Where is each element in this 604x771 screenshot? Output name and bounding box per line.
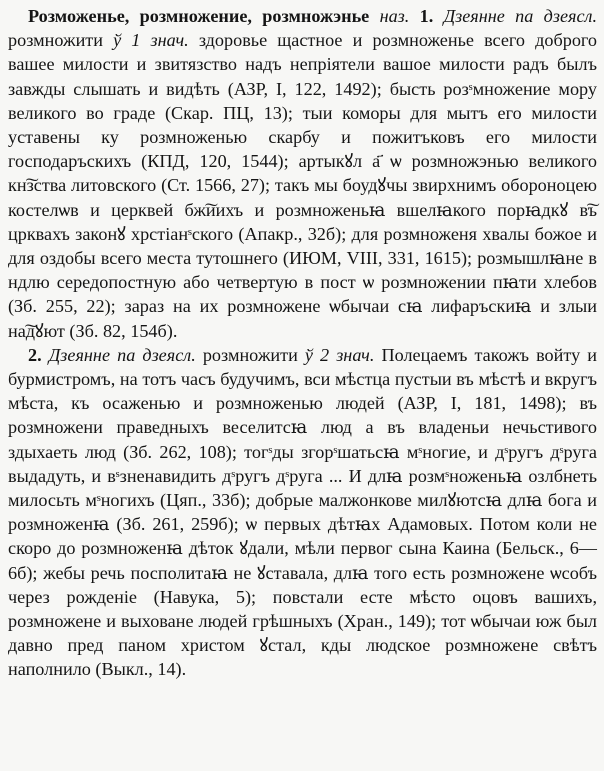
cross-reference-word: розмножити bbox=[202, 344, 298, 365]
cross-reference-word: розмножити bbox=[8, 30, 103, 51]
dictionary-entry-sense-2 bbox=[8, 343, 597, 682]
sense-citations-text: Полецаемъ такожъ войту и бурмистромъ, на тотъ часъ будучимъ, вси мѣстца пустыи въ мѣстѣ и вкругъ мѣста, къ осаженью и розмноженью людей (АЗР, I, 181, 1498); въ розмножени праведныхъ веселитсꙗ люд а въ владеньи нечьстивого здыхаеть люд (Зб. 262, 108); тогˢды згорˢшатьсꙗ мˢногие, и дˢругъ дˢруга выдадуть, и вˢзненавидить дˢругъ дˢруга ... И длꙗ розмˢноженьꙗ озлбнеть милосьть мˢногихъ (Цяп., 33б); добрые малжонкове милꙋютсꙗ длꙗ бога и розмноженꙗ (Зб. 261, 259б); ѡ первых дѣтꙗх Адамовых. Потом коли не скоро до розмноженꙗ дѣток ꙋдали, мѣли первог сына Каина (Бельск., 6—6б); жебы речь посполитаꙗ не ꙋставала, длꙗ того есть розмноженe ѡсобъ через рожденiе (Навука, 5); повстали есте мѣсто оцовъ вашихъ, розмножене и выховане людей грѣшныхъ (Хран., 149); тот ѡбычаи юж был давно пред паном христом ꙋстал, кды людское розмножене свѣтъ наполнило (Выкл., 14). bbox=[8, 344, 597, 680]
sense-citations-text: здоровье щастное и розмноженье всего доброго вашее милости и звитязство надъ непрiятели вашое милости радъ былъ завжды слышать и видѣть (АЗР, I, 122, 1492); бысть розˢмножение мору великого во граде (Скар. ПЦ, 13); тыи коморы для мытъ его милости уставены ку розмноженью скарбу и пожитъковъ его милости господаръскихъ (КПД, 120, 1544); артыкꙋл а҃ ѡ розмножэнью великого кн͠зства литовского (Ст. 1566, 27); такъ мы боудꙋчы звирхнимъ обороноцею костелѡв и церквей бж͠иихъ и розмноженьꙗ вшелꙗкого порꙗдкꙋ в͠ъ црквахъ законꙋ хрстiанˢского (Апакр., 32б); для розмноженя хвалы божое и для оздобы всего места тутошнего (ИЮМ, VIII, 331, 1615); розмышлꙗне в ндлю середопостную або четвертую в пост ѡ розмножении пꙗти хлебов (Зб. 255, 22); зараз на их розмножене ѡбычаи сꙗ лифаръскиꙗ и злыи на͠дꙋют (Зб. 82, 154б). bbox=[8, 30, 598, 341]
dictionary-entry-sense-1 bbox=[8, 4, 597, 343]
part-of-speech-label: наз. bbox=[379, 6, 410, 26]
cross-reference-note: ў 2 знач. bbox=[304, 344, 375, 365]
headword: Розможенье, розмножение, розмножэнье bbox=[28, 6, 370, 26]
sense-number: 1. bbox=[419, 6, 434, 26]
sense-number: 2. bbox=[28, 344, 42, 365]
definition-label: Дзеянне па дзеясл. bbox=[443, 6, 598, 26]
cross-reference-note: ў 1 знач. bbox=[113, 30, 189, 51]
definition-label: Дзеянне па дзеясл. bbox=[48, 344, 196, 365]
